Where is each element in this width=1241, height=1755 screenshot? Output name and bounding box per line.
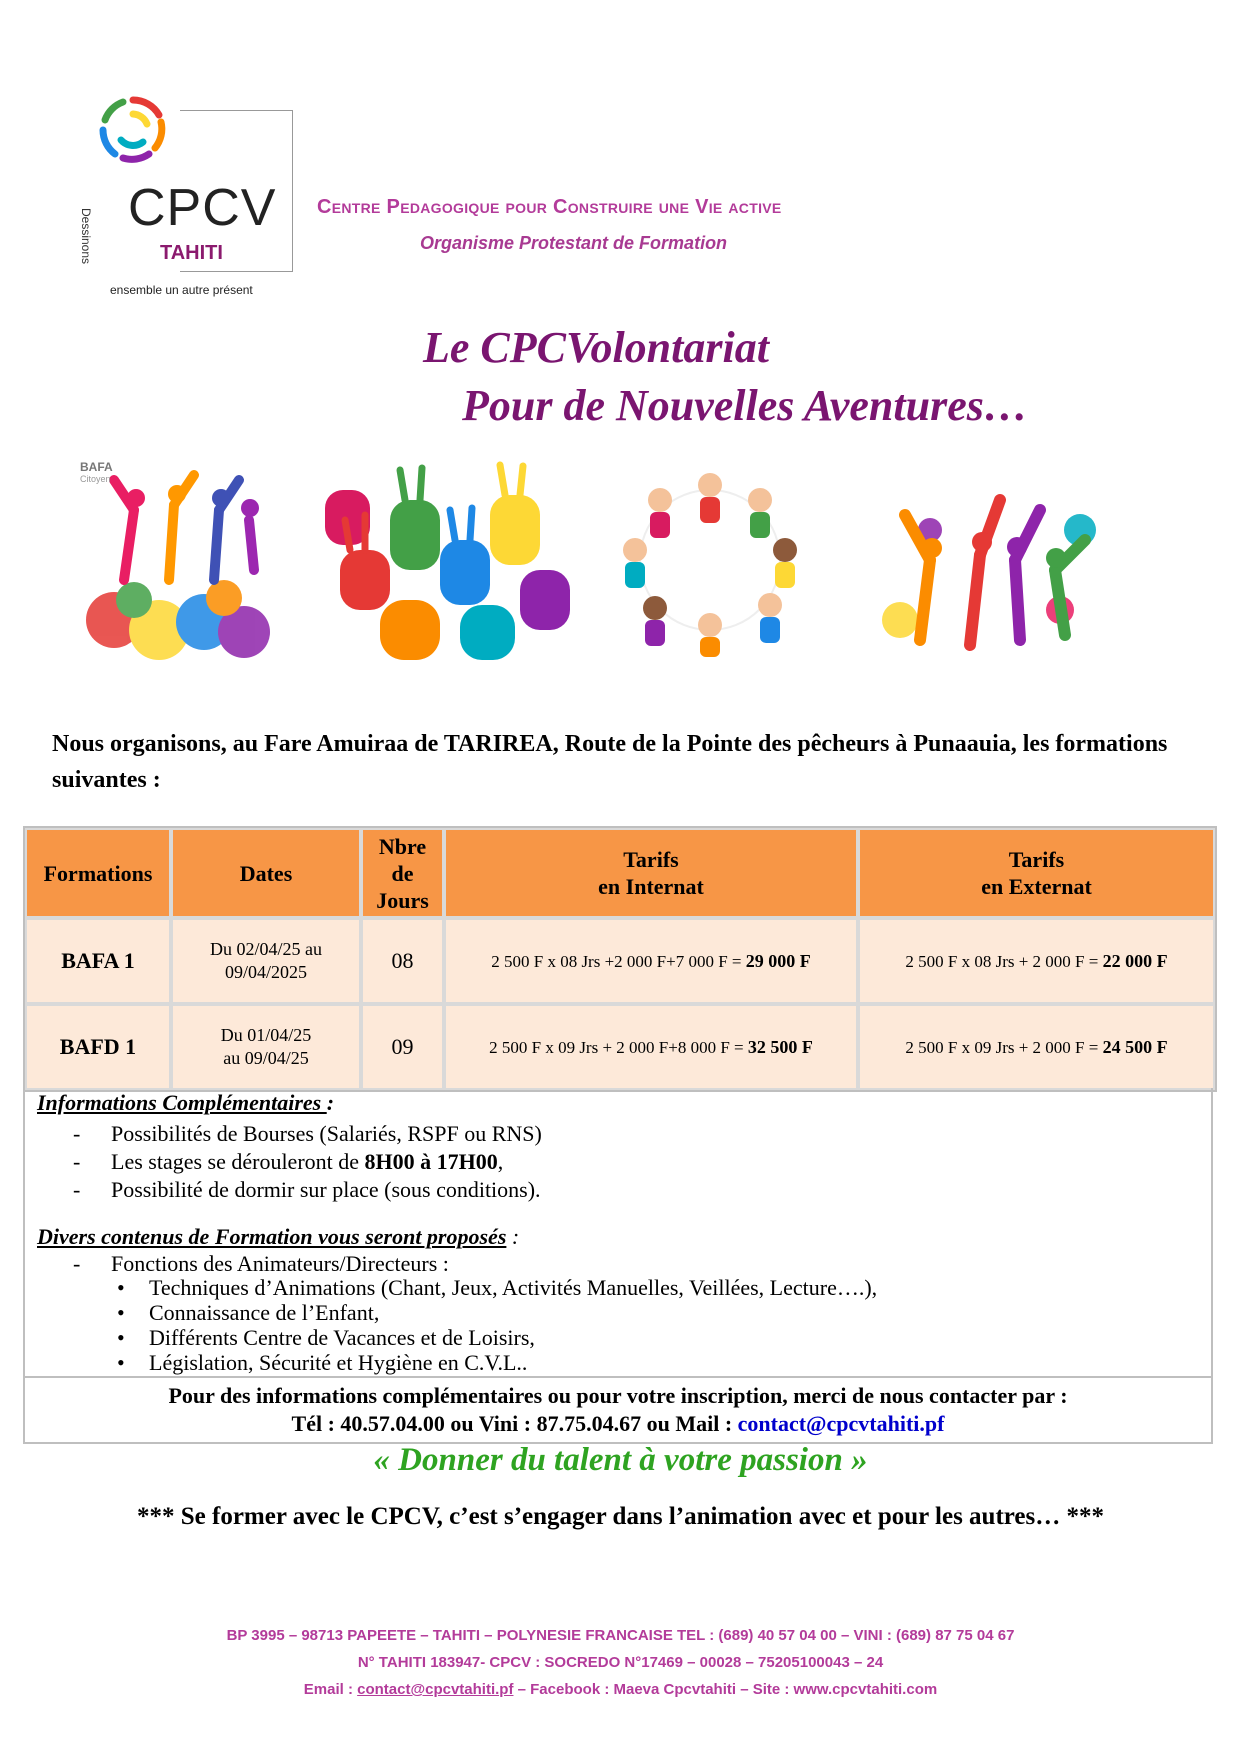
row-internat-price <box>444 918 858 1004</box>
table-row <box>25 1004 1215 1090</box>
header-externat-line2: en Externat <box>981 874 1092 899</box>
row-externat-price <box>858 1004 1215 1090</box>
formations-table-grid <box>23 826 1217 1092</box>
header-externat <box>858 828 1215 918</box>
externat-total: 22 000 F <box>1102 950 1168 971</box>
header-days-line2: de <box>391 860 414 886</box>
header-formations: Formations <box>25 828 171 918</box>
logo-name: CPCV <box>128 179 277 237</box>
logo-vertical-text: Dessinons <box>79 208 93 265</box>
page-title-line1: Le CPCVolontariat <box>423 323 769 372</box>
info-heading-suffix: : <box>326 1090 335 1115</box>
list-item <box>25 1148 542 1176</box>
row-dates-line1: Du 02/04/25 au <box>210 939 322 959</box>
divers-bullets <box>25 1275 877 1375</box>
logo-slogan: ensemble un autre présent <box>110 283 253 297</box>
row-internat-price <box>444 1004 858 1090</box>
contact-line1: Pour des informations complémentaires ou pour votre inscription, merci de nous contacter par : <box>168 1383 1068 1408</box>
row-externat-price <box>858 918 1215 1004</box>
list-item: - Possibilités de Bourses (Salariés, RSPF ou RNS) <box>25 1120 542 1148</box>
footer-registration: N° TAHITI 183947- CPCV : SOCREDO N°17469 – 00028 – 75205100043 – 24 <box>357 1654 884 1671</box>
row-dates-line2: 09/04/2025 <box>224 962 307 982</box>
logo-region: TAHITI <box>160 242 223 264</box>
motto: *** Se former avec le CPCV, c’est s’engager dans l’animation avec et pour les autres… *** <box>137 1503 1104 1530</box>
row-formation: BAFD 1 <box>25 1004 171 1090</box>
internat-calc: 2 500 F x 08 Jrs +2 000 F+7 000 F = <box>491 951 746 971</box>
externat-total: 24 500 F <box>1102 1036 1168 1057</box>
swirl-logo-icon <box>93 90 173 170</box>
row-dates <box>171 1004 361 1090</box>
item-text-end: , <box>497 1149 504 1174</box>
row-dates-line2: au 09/04/25 <box>223 1048 309 1068</box>
contact-section <box>23 1376 1213 1444</box>
footer-email-label: Email : <box>303 1681 358 1698</box>
children-circle-image <box>610 460 810 660</box>
bafa-image-tag: BAFA <box>80 460 113 474</box>
header-days <box>361 828 444 918</box>
footer-address: BP 3995 – 98713 PAPEETE – TAHITI – POLYNESIE FRANCAISE TEL : (689) 40 57 04 00 – VINI : (689) 87 75 04 67 <box>226 1627 1015 1644</box>
list-item: - Fonctions des Animateurs/Directeurs : <box>25 1250 449 1278</box>
row-days: 08 <box>361 918 444 1004</box>
page-title-line2: Pour de Nouvelles Aventures… <box>462 381 1028 430</box>
info-list <box>25 1120 542 1204</box>
quote: « Donner du talent à votre passion » <box>373 1442 868 1478</box>
list-item: • Différents Centre de Vacances et de Loisirs, <box>25 1325 877 1350</box>
divers-heading-text: Divers contenus de Formation vous seront proposés <box>37 1224 507 1249</box>
organisation-name: Centre Pedagogique pour Construire une Vie active <box>317 196 782 218</box>
header-internat-line2: en Internat <box>598 874 704 899</box>
item-hours: 8H00 à 17H00 <box>364 1149 498 1174</box>
info-heading <box>37 1090 334 1116</box>
footer-email-link[interactable]: contact@cpcvtahiti.pf <box>357 1681 514 1698</box>
header-externat-line1: Tarifs <box>1008 847 1065 872</box>
row-formation: BAFA 1 <box>25 918 171 1004</box>
info-section <box>23 1088 1213 1378</box>
footer-social: – Facebook : Maeva Cpcvtahiti – Site : www.cpcvtahiti.com <box>513 1681 938 1698</box>
divers-list <box>25 1250 449 1278</box>
organisation-type: Organisme Protestant de Formation <box>420 233 728 253</box>
painted-hands-image <box>320 460 580 670</box>
row-days: 09 <box>361 1004 444 1090</box>
table-header-row <box>25 828 1215 918</box>
item-text: Les stages se dérouleront de <box>111 1149 365 1174</box>
table-row <box>25 918 1215 1004</box>
internat-calc: 2 500 F x 09 Jrs + 2 000 F+8 000 F = <box>489 1037 748 1057</box>
header-internat-line1: Tarifs <box>623 847 679 872</box>
divers-heading <box>37 1224 519 1250</box>
row-dates-line1: Du 01/04/25 <box>220 1025 312 1045</box>
intro-paragraph: Nous organisons, au Fare Amuiraa de TARIREA, Route de la Pointe des pêcheurs à Punaauia, les formations suivantes : <box>52 731 1168 793</box>
header-days-line1: Nbre <box>378 833 427 859</box>
formations-table <box>23 826 1213 1092</box>
bafa-image-subtag: Citoyen <box>80 474 111 484</box>
internat-total: 32 500 F <box>747 1036 813 1057</box>
divers-heading-suffix: : <box>506 1224 520 1249</box>
header-dates: Dates <box>171 828 361 918</box>
list-item: • Connaissance de l’Enfant, <box>25 1300 877 1325</box>
list-item: • Législation, Sécurité et Hygiène en C.V.L.. <box>25 1350 877 1375</box>
footer-contacts <box>0 1681 1241 1698</box>
contact-phones: Tél : 40.57.04.00 ou Vini : 87.75.04.67 ou Mail : <box>291 1411 738 1436</box>
externat-calc: 2 500 F x 09 Jrs + 2 000 F = <box>905 1037 1103 1057</box>
info-heading-text: Informations Complémentaires <box>37 1090 327 1115</box>
externat-calc: 2 500 F x 08 Jrs + 2 000 F = <box>905 951 1103 971</box>
colorful-dancers-image <box>870 470 1115 670</box>
cpcv-logo <box>79 90 298 297</box>
contact-email-link[interactable]: contact@cpcvtahiti.pf <box>737 1411 945 1436</box>
header-days-line3: Jours <box>376 887 429 913</box>
row-dates <box>171 918 361 1004</box>
internat-total: 29 000 F <box>745 950 811 971</box>
contact-line2 <box>25 1410 1211 1438</box>
header-internat <box>444 828 858 918</box>
list-item: - Possibilité de dormir sur place (sous conditions). <box>25 1176 542 1204</box>
list-item: • Techniques d’Animations (Chant, Jeux, Activités Manuelles, Veillées, Lecture….), <box>25 1275 877 1300</box>
